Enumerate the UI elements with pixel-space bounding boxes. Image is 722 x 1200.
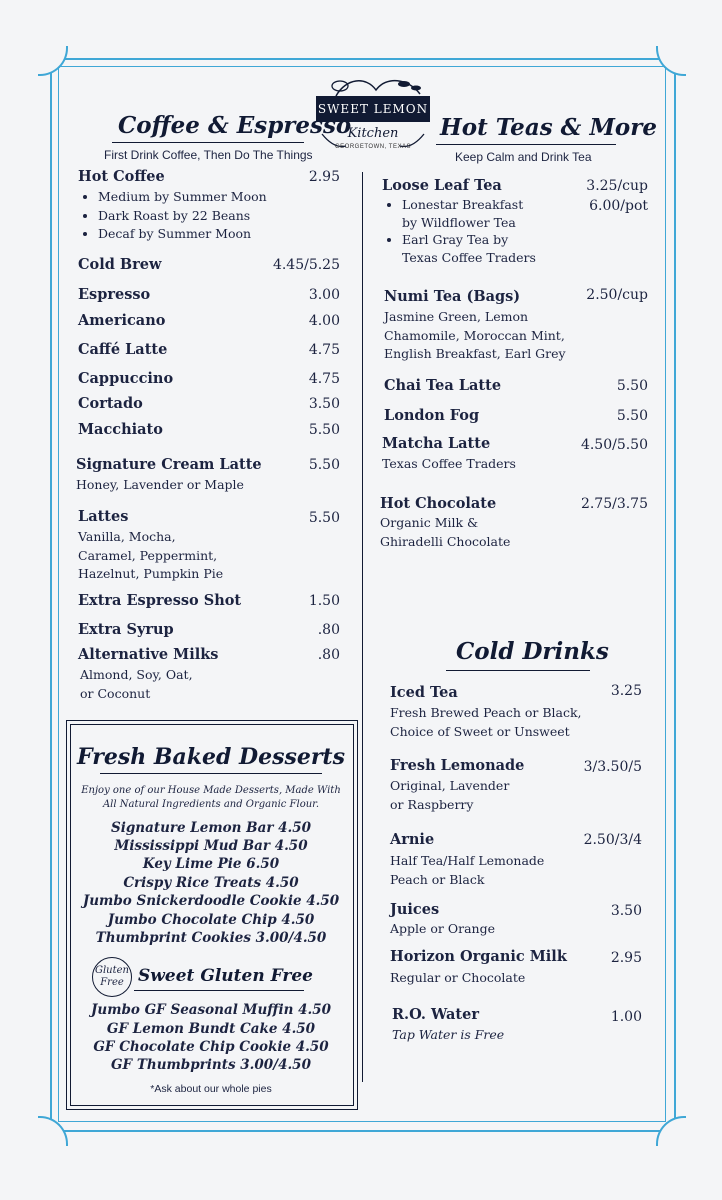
menu-item-name: Numi Tea (Bags): [384, 288, 521, 305]
hot-coffee-options: [78, 188, 267, 244]
coffee-section-title: Coffee & Espresso: [118, 112, 352, 139]
desc-line: Fresh Brewed Peach or Black,: [390, 705, 582, 720]
menu-item-price: 3.00: [308, 287, 340, 303]
menu-item-price: 6.00/pot: [589, 198, 648, 214]
menu-item-desc: Tap Water is Free: [392, 1027, 505, 1042]
logo-subtitle: Kitchen: [347, 126, 399, 141]
gf-dessert-item: Jumbo GF Seasonal Muffin 4.50: [91, 1002, 331, 1018]
desc-line: or Raspberry: [390, 796, 474, 812]
logo-location: GEORGETOWN, TEXAS: [335, 144, 411, 150]
menu-item-name: Iced Tea: [390, 684, 458, 701]
menu-item-price: 2.50/cup: [586, 287, 648, 303]
menu-item-desc: Texas Coffee Traders: [382, 456, 516, 471]
menu-item-desc: [390, 704, 582, 741]
menu-item-price: 3.25/cup: [586, 178, 648, 194]
menu-item-name: Espresso: [78, 286, 151, 303]
desc-line: English Breakfast, Earl Grey: [384, 346, 566, 361]
menu-item-name: Loose Leaf Tea: [382, 177, 502, 194]
menu-item-desc: [380, 514, 510, 551]
menu-item-desc: Honey, Lavender or Maple: [76, 477, 244, 492]
desc-line: Hazelnut, Pumpkin Pie: [78, 566, 224, 581]
menu-item-desc: Apple or Orange: [390, 921, 495, 936]
gf-dessert-item: GF Thumbprints 3.00/4.50: [111, 1057, 311, 1073]
menu-item-desc: [78, 528, 223, 584]
desc-line: Chamomile, Moroccan Mint,: [384, 327, 565, 343]
teas-section-title: Hot Teas & More: [440, 114, 657, 141]
desc-line: or Coconut: [80, 685, 151, 701]
menu-item-name: R.O. Water: [392, 1006, 479, 1023]
dessert-item: Thumbprint Cookies 3.00/4.50: [95, 930, 327, 946]
menu-item-price: 3.25: [610, 683, 642, 699]
dessert-item: Mississippi Mud Bar 4.50: [114, 838, 308, 854]
gluten-free-title: Sweet Gluten Free: [138, 966, 313, 986]
menu-item-desc: [384, 308, 566, 364]
desc-line: Half Tea/Half Lemonade: [390, 853, 545, 868]
dessert-item: Signature Lemon Bar 4.50: [110, 820, 312, 836]
desc-line: Organic Milk &: [380, 515, 479, 530]
option-item: • Dark Roast by 22 Beans: [98, 207, 267, 226]
option-item: • Medium by Summer Moon: [98, 188, 267, 207]
option-item: [402, 196, 536, 231]
menu-item-price: .80: [317, 622, 340, 638]
menu-item-price: 2.50/3/4: [583, 832, 642, 848]
menu-item-price: 5.50: [308, 510, 340, 526]
menu-item-price: 5.50: [616, 378, 648, 394]
dessert-item: Jumbo Snickerdoodle Cookie 4.50: [82, 893, 340, 909]
menu-item-name: Alternative Milks: [78, 646, 219, 663]
coffee-title-underline: [112, 142, 304, 143]
menu-item-name: Cappuccino: [78, 370, 174, 387]
menu-item-name: Macchiato: [78, 421, 163, 438]
menu-item-name: Cold Brew: [78, 256, 162, 273]
menu-item-price: 2.75/3.75: [580, 496, 648, 512]
gf-dessert-item: GF Chocolate Chip Cookie 4.50: [93, 1039, 329, 1055]
teas-title-underline: [436, 144, 616, 145]
menu-item-price: 2.95: [308, 169, 340, 185]
desserts-title: Fresh Baked Desserts: [77, 744, 345, 770]
menu-item-price: 3/3.50/5: [583, 759, 642, 775]
menu-item-price: 2.95: [610, 950, 642, 966]
option-item: [402, 231, 536, 266]
menu-item-name: Hot Chocolate: [380, 495, 497, 512]
loose-leaf-options: [382, 196, 536, 266]
column-divider: [362, 172, 363, 1082]
gluten-free-underline: [134, 990, 304, 991]
menu-item-name: Horizon Organic Milk: [390, 948, 567, 965]
gf-dessert-item: GF Lemon Bundt Cake 4.50: [106, 1021, 316, 1037]
menu-item-name: Matcha Latte: [382, 435, 491, 452]
desserts-title-underline: [100, 773, 322, 774]
desc-line: Almond, Soy, Oat,: [80, 667, 193, 682]
menu-item-price: 1.50: [308, 593, 340, 609]
menu-item-price: 4.45/5.25: [272, 257, 340, 273]
desc-line: Original, Lavender: [390, 778, 510, 793]
menu-item-price: 5.50: [616, 408, 648, 424]
logo-brand: SWEET LEMON: [316, 96, 430, 122]
menu-item-price: 5.50: [308, 457, 340, 473]
option-text: by Wildflower Tea: [402, 214, 516, 230]
cold-section-title: Cold Drinks: [456, 638, 609, 665]
menu-item-name: Signature Cream Latte: [76, 456, 262, 473]
menu-item-name: Hot Coffee: [78, 168, 165, 185]
menu-item-price: 3.50: [308, 396, 340, 412]
menu-item-price: 3.50: [610, 903, 642, 919]
option-item: • Decaf by Summer Moon: [98, 225, 267, 244]
menu-item-name: Juices: [390, 901, 440, 918]
option-text: Lonestar Breakfast: [402, 197, 524, 212]
dessert-item: Jumbo Chocolate Chip 4.50: [107, 912, 315, 928]
desc-line: Choice of Sweet or Unsweet: [390, 723, 570, 739]
menu-item-name: Lattes: [78, 508, 129, 525]
menu-item-name: Extra Espresso Shot: [78, 592, 242, 609]
menu-item-desc: [390, 777, 509, 814]
menu-item-price: 4.75: [308, 371, 340, 387]
menu-item-name: London Fog: [384, 407, 480, 424]
dessert-item: Crispy Rice Treats 4.50: [123, 875, 299, 891]
desserts-note: Enjoy one of our House Made Desserts, Made With: [81, 785, 341, 796]
menu-item-name: Cortado: [78, 395, 143, 412]
menu-item-name: Extra Syrup: [78, 621, 174, 638]
desserts-footnote: *Ask about our whole pies: [150, 1083, 272, 1095]
desc-line: Jasmine Green, Lemon: [384, 309, 529, 324]
menu-item-desc: [390, 852, 544, 889]
menu-item-price: 4.75: [308, 342, 340, 358]
coffee-section-subtitle: First Drink Coffee, Then Do The Things: [104, 148, 313, 162]
menu-item-price: .80: [317, 647, 340, 663]
desc-line: Ghiradelli Chocolate: [380, 533, 511, 549]
menu-item-price: 4.50/5.50: [580, 437, 648, 453]
menu-item-name: Americano: [78, 312, 166, 329]
menu-item-name: Arnie: [390, 831, 435, 848]
menu-item-name: Fresh Lemonade: [390, 757, 525, 774]
option-text: Earl Gray Tea by: [402, 232, 509, 247]
desc-line: Peach or Black: [390, 871, 485, 887]
menu-item-name: Chai Tea Latte: [384, 377, 502, 394]
cold-title-underline: [446, 670, 590, 671]
desc-line: Vanilla, Mocha,: [78, 529, 176, 544]
dessert-item: Key Lime Pie 6.50: [142, 856, 280, 872]
menu-item-price: 4.00: [308, 313, 340, 329]
menu-item-desc: [80, 666, 193, 703]
desserts-note: All Natural Ingredients and Organic Flour.: [102, 799, 320, 810]
menu-item-name: Caffé Latte: [78, 341, 168, 358]
menu-item-desc: Regular or Chocolate: [390, 970, 526, 985]
option-text: Texas Coffee Traders: [402, 249, 536, 265]
menu-item-price: 5.50: [308, 422, 340, 438]
gluten-free-badge-icon: Gluten Free: [92, 957, 132, 997]
menu-item-price: 1.00: [610, 1009, 642, 1025]
desc-line: Caramel, Peppermint,: [78, 547, 218, 563]
teas-section-subtitle: Keep Calm and Drink Tea: [455, 150, 592, 164]
